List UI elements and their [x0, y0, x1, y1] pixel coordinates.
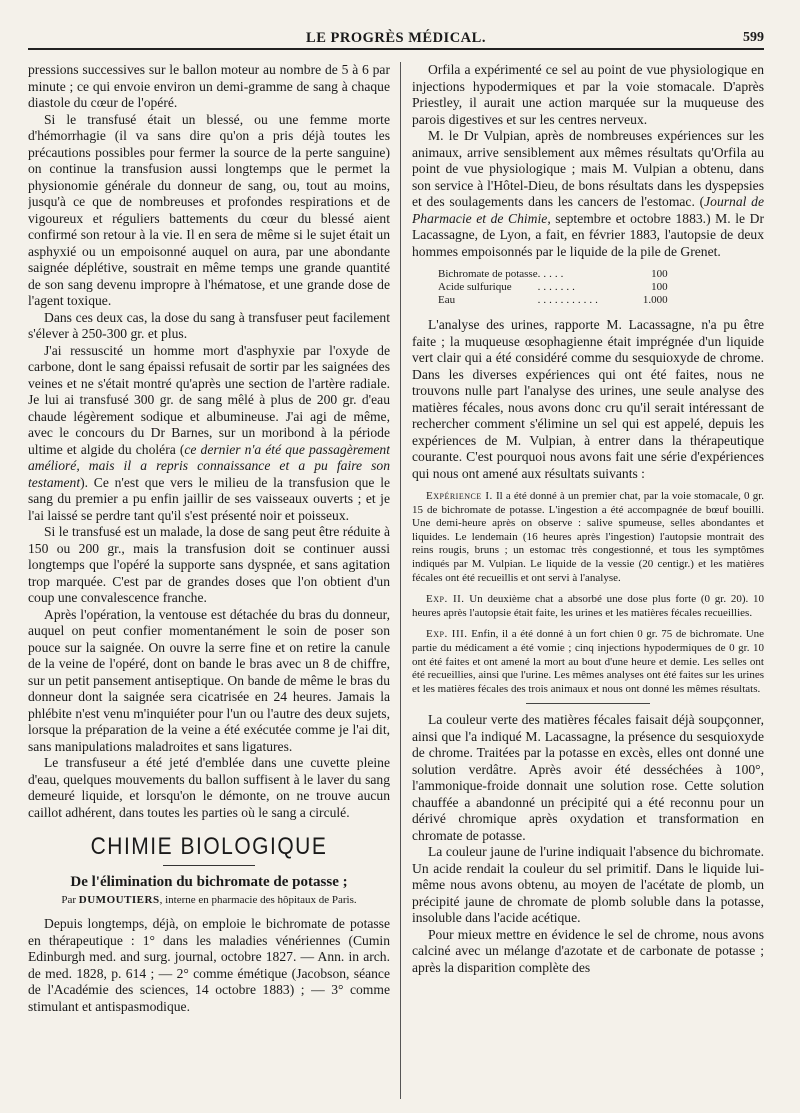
recipe-ingredient: Acide sulfurique: [438, 281, 512, 293]
column-divider: [400, 62, 401, 1099]
recipe-value: 1.000: [642, 294, 668, 306]
recipe-value: 100: [651, 268, 668, 280]
recipe-row: [438, 281, 668, 294]
byline-author: DUMOUTIERS: [78, 894, 160, 906]
experiments-block: [412, 490, 764, 696]
byline-rest: , interne en pharmacie des hôpitaux de Paris.: [159, 894, 357, 906]
recipe-leader: .......: [537, 281, 578, 293]
experiments-end-rule: [526, 703, 650, 704]
paragraph-pressions: pressions successives sur le ballon moteur au nombre de 5 à 6 par minute ; ce qui envoie environ un demi-gramme de sang à chaque diastole du cœur de l'opéré.: [28, 62, 390, 110]
paragraph-intro: Depuis longtemps, déjà, on emploie le bichromate de potasse en thérapeutique : 1° dans les maladies vénériennes (Cumin Edinburgh med. and surg. journal, octobre 1827. — Ann. in arch. de med. 1828, p. 614 ; — 2° comme émétique (Jacobson, séance de l'Académie des sciences, 14 octobre 1883) ; — 3° comme stimulant et antispasmodique.: [28, 916, 390, 1014]
paragraph-vulpian: [412, 128, 764, 260]
experiment-2-text: Un deuxième chat a absorbé une dose plus forte (0 gr. 20). 10 heures après l'autopsie était faite, les urines et les matières fécales recueillies.: [412, 593, 764, 619]
vulpian-journal: Journal de Pharmacie et de Chimie: [412, 194, 764, 226]
paragraph-calcine: Pour mieux mettre en évidence le sel de chrome, nous avons calciné avec un mélange d'azotate et de carbonate de potasse ; après la disparition complète des: [412, 926, 764, 975]
ressuscite-text-b: ). Ce n'est que vers le milieu de la transfusion que le sang du premier a pu enfin jaillir de ses vaisseaux ouverts ; et je l'ai laissé se perdre tant qu'il s'est présenté noir et poisseux.: [28, 474, 390, 523]
section-rule: [163, 865, 255, 866]
experiment-2-label: Exp. II.: [426, 593, 465, 606]
ressuscite-italic: ce dernier n'a été que passagèrement amélioré, mais il a repris connaissance et a pu faire son testament: [28, 441, 390, 490]
page-number: 599: [743, 30, 764, 45]
paragraph-orfila: Orfila a expérimenté ce sel au point de vue physiologique en injections hypodermiques et par la voie stomacale. D'après Priestley, il aurait une action marquée sur la muqueuse des parois digestives et sur les centres nerveux.: [412, 62, 764, 127]
ressuscite-text-a: J'ai ressuscité un homme mort d'asphyxie par l'oxyde de carbone, dont le sang épaissi refusait de sortir par les saignées des veines et ne s'était montré qu'après une section de l'artère radiale. Je lui ai transfusé 300 gr. de sang mêlé à plus de 200 gr. d'eau chaude légèrement sodique et albumineuse. J'ai agi de même, avec le concours du Dr Barnes, sur un moribond à la période ultime et algide du choléra (: [28, 342, 390, 457]
paragraph-couleur-verte: La couleur verte des matières fécales faisait déjà soupçonner, ainsi que l'a indiqué M. Lacassagne, la présence du sesquioxyde de chrome. Traitées par la potasse en excès, elles ont donné une solution verdâtre. Après avoir été desséchées à 100°, l'ammonique-froide donnait une solution rose. Cette solution chauffée a abandonné un précipité qui a été reconnu pour un dérivé chromique après oxydation et transformation en chromate de potasse.: [412, 712, 764, 843]
page-header: [28, 28, 764, 50]
recipe-leader: .....: [537, 268, 567, 280]
experiment-3: [412, 628, 764, 696]
byline-par: Par: [61, 894, 77, 906]
experiment-2: [412, 593, 764, 620]
left-column: [28, 62, 390, 1099]
recipe-row: [438, 294, 668, 307]
paragraph-couleur-jaune: La couleur jaune de l'urine indiquait l'absence du bichromate. Un acide rendait la couleur du sel primitif. Dans le liquide lui-même nous avons obtenu, au moyen de l'acétate de plomb, un précipité jaune de chromate de plomb soluble dans la potasse, insoluble dans l'acide acétique.: [412, 844, 764, 926]
journal-title: LE PROGRÈS MÉDICAL.: [306, 30, 486, 46]
recipe-ingredient: Bichromate de potasse: [438, 268, 538, 280]
vulpian-text-b: , septembre et octobre 1883.) M. le Dr Lacassagne, de Lyon, a fait, en février 1883, l'autopsie de deux hommes empoisonnés par le liquide de la pile de Grenet.: [412, 210, 764, 259]
experiment-3-text: Enfin, il a été donné à un fort chien 0 gr. 75 de bichromate. Une partie du médicament a été vomie ; cinq injections hypodermiques de 0 gr. 10 ont été faites et ont amené la mort au bout d'une heure et demie. Les selles ont été recueillies, ainsi que l'urine. Les mêmes analyses ont été faites sur les urines et les matières fécales des trois animaux et nous ont donné les mêmes résultats.: [412, 628, 764, 695]
article-title: De l'élimination du bichromate de potasse ;: [70, 874, 348, 890]
recipe-row: [438, 268, 668, 281]
paragraph-blesse: Si le transfusé était un blessé, ou une femme morte d'hémorrhagie (il va sans dire qu'on a pris déjà toutes les précautions possibles pour fermer la source de la perte sanguine) on continue la transfusion aussi longtemps que le permet la physionomie générale du donneur de sang, ou, tout au moins, jusqu'à ce que de nombreuses et profondes respirations et de vigoureux et réguliers battements du cœur du blessé aient confirmé son retour à la vie. Il en sera de même si le sujet était un asphyxié ou un empoisonné auquel on aura, par une abondante saignée déplétive, soustrait en même temps une grande quantité de son sang devenu impropre à l'hématose, et une grande dose de l'agent toxique.: [28, 111, 390, 308]
right-column: [412, 62, 764, 1099]
recipe-table: [438, 268, 668, 307]
paragraph-dose: Dans ces deux cas, la dose du sang à transfuser peut facilement s'élever à 250-300 gr. et plus.: [28, 309, 390, 341]
experiment-3-label: Exp. III.: [426, 628, 468, 641]
spacer: [412, 482, 764, 490]
recipe-leader: ...........: [537, 294, 601, 306]
paragraph-analyse: L'analyse des urines, rapporte M. Lacassagne, n'a pu être faite ; la muqueuse œsophagienne était imprégnée d'un liquide vert clair qui a été considéré comme du sesquioxyde de chrome. Dans les diverses expériences qui ont été faites, nous ne trouvons nulle part l'analyse des urines, une seule analyse des matières fécales, nous avons donc cru qu'il serait intéressant de rechercher comment s'élimine un sel qui est appelé, depuis les expériences de M. Vulpian, à entrer dans la thérapeutique courante. C'est pourquoi nous avons fait une série d'expériences qui nous ont amené aux résultats suivants :: [412, 317, 764, 481]
spacer: [412, 620, 764, 628]
paragraph-malade: Si le transfusé est un malade, la dose de sang peut être réduite à 150 ou 200 gr., mais la transfusion doit se continuer aussi longtemps que l'opéré la supporte sans dyspnée, et sans agitation trop marquée. C'est par de grandes doses que l'on obtient d'un coup une convalescence franche.: [28, 524, 390, 605]
experiment-1-text: Il a été donné à un premier chat, par la voie stomacale, 0 gr. 15 de bichromate de potasse. L'ingestion a été accompagnée de bœuf bouilli. Une demi-heure après on observe : salive spumeuse, selles abondantes et liquides. Le lendemain (16 heures après l'ingestion) l'autopsie montrait des reins rougis, bruns ; un estomac très congestionné, et tous les symptômes indiqués par M. Vulpian. Le liquide de la vessie (20 centigr.) et les matières fécales ont été recueillis et ont servi à l'analyse.: [412, 490, 764, 584]
recipe-ingredient: Eau: [438, 294, 456, 306]
recipe-value: 100: [651, 281, 668, 293]
paragraph-operation: Après l'opération, la ventouse est détachée du bras du donneur, auquel on peut confier momentanément le soin de poser son pouce sur la saignée. On ouvre la serre fine et on retire la canule de la veine de l'opéré, dont on bande le bras avec un 8 de chiffre, sur un petit pansement antiseptique. On bande de même le bras du donneur dont la saignée sera cicatrisée en 24 heures. Jamais la phlébite n'est venu m'inquiéter pour l'un ou l'autre des deux sujets, lorsque la préparation de la veine a été exécutée comme je l'ai dit, sans manipulations maladroites et sans ligatures.: [28, 606, 390, 754]
paragraph-ressuscite: [28, 343, 390, 525]
article-byline: [28, 894, 390, 906]
experiment-1: [412, 490, 764, 585]
vulpian-text-a: M. le Dr Vulpian, après de nombreuses expériences sur les animaux, arrive sensiblement aux mêmes résultats qu'Orfila au point de vue physiologique ; mais M. Vulpian a obtenu, dans son service à l'Hôtel-Dieu, de bons résultats dans les dyspepsies et des soulagements dans les cancers de l'estomac. (: [412, 128, 764, 209]
spacer: [412, 585, 764, 593]
experiment-1-label: Expérience I.: [426, 490, 493, 502]
section-title: CHIMIE BIOLOGIQUE: [90, 833, 328, 860]
paragraph-transfuseur: Le transfuseur a été jeté d'emblée dans une cuvette pleine d'eau, quelques mouvements du ballon suffisent à le laver du sang demeuré liquide, et lorsqu'on le démonte, on ne trouve aucun caillot adhérent, dans toutes les parties où le sang a circulé.: [28, 755, 390, 820]
